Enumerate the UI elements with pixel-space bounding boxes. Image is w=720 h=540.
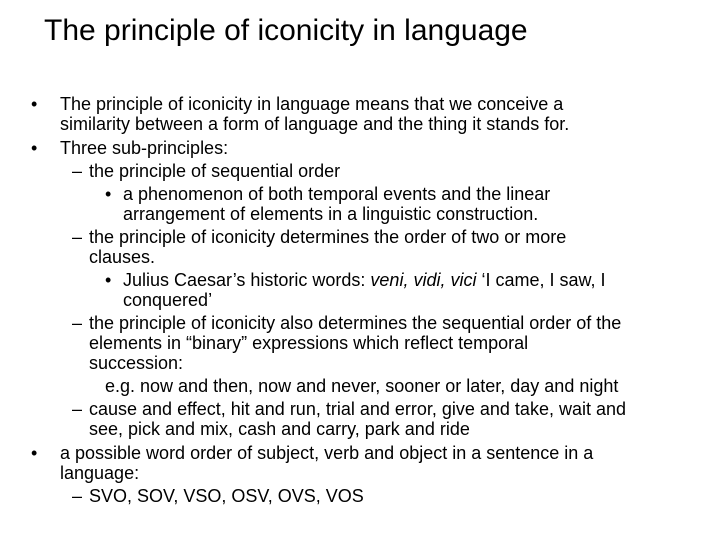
sub-sub-item-text: arrangement of elements in a linguistic construction. bbox=[123, 204, 539, 224]
sub-item-text: see, pick and mix, cash and carry, park and ride bbox=[89, 419, 470, 439]
bullet-dash: – bbox=[72, 399, 83, 419]
bullet-item-definition bbox=[0, 94, 700, 134]
sub-item-clause-order bbox=[0, 227, 700, 267]
sub-sub-item-text: conquered’ bbox=[123, 290, 213, 310]
sub-item-text: the principle of iconicity also determines the sequential order of the bbox=[89, 313, 622, 333]
bullet-text: Three sub-principles: bbox=[60, 138, 229, 158]
caesar-prefix: Julius Caesar’s historic words: bbox=[123, 270, 371, 290]
sub-sub-item-caesar bbox=[0, 270, 700, 310]
bullet-dash: – bbox=[72, 486, 83, 506]
bullet-text: language: bbox=[60, 463, 140, 483]
example-line bbox=[0, 376, 700, 396]
bullet-dash: – bbox=[72, 161, 83, 181]
sub-item-word-orders bbox=[0, 486, 700, 506]
bullet-text: The principle of iconicity in language means that we conceive a bbox=[60, 94, 564, 114]
caesar-translation: ‘I came, I saw, I bbox=[476, 270, 606, 290]
sub-item-text: elements in “binary” expressions which reflect temporal bbox=[89, 333, 529, 353]
sub-sub-item-phenomenon bbox=[0, 184, 700, 224]
bullet-item-word-order bbox=[0, 443, 700, 483]
sub-item-sequential-order bbox=[0, 161, 700, 181]
bullet-dot: • bbox=[31, 94, 38, 114]
bullet-text: similarity between a form of language and the thing it stands for. bbox=[60, 114, 570, 134]
bullet-dash: – bbox=[72, 227, 83, 247]
bullet-item-sub-principles bbox=[0, 138, 700, 158]
bullet-list bbox=[0, 94, 700, 506]
sub-item-text: the principle of sequential order bbox=[89, 161, 341, 181]
bullet-text: a possible word order of subject, verb and object in a sentence in a bbox=[60, 443, 594, 463]
bullet-dot: • bbox=[105, 184, 112, 204]
bullet-dash: – bbox=[72, 313, 83, 333]
bullet-dot: • bbox=[31, 138, 38, 158]
sub-sub-item-text: a phenomenon of both temporal events and the linear bbox=[123, 184, 551, 204]
bullet-dot: • bbox=[31, 443, 38, 463]
sub-item-text: cause and effect, hit and run, trial and error, give and take, wait and bbox=[89, 399, 627, 419]
sub-item-binomial-pairs bbox=[0, 399, 700, 439]
sub-item-text: SVO, SOV, VSO, OSV, OVS, VOS bbox=[89, 486, 364, 506]
sub-item-text: succession: bbox=[89, 353, 184, 373]
bullet-dot: • bbox=[105, 270, 112, 290]
caesar-latin-quote: veni, vidi, vici bbox=[370, 270, 477, 290]
sub-sub-item-text bbox=[123, 270, 700, 290]
sub-item-text: the principle of iconicity determines the order of two or more bbox=[89, 227, 567, 247]
sub-item-text: clauses. bbox=[89, 247, 156, 267]
example-text: e.g. now and then, now and never, sooner or later, day and night bbox=[105, 376, 619, 396]
slide-title: The principle of iconicity in language bbox=[44, 14, 528, 47]
sub-item-binary-expressions bbox=[0, 313, 700, 373]
